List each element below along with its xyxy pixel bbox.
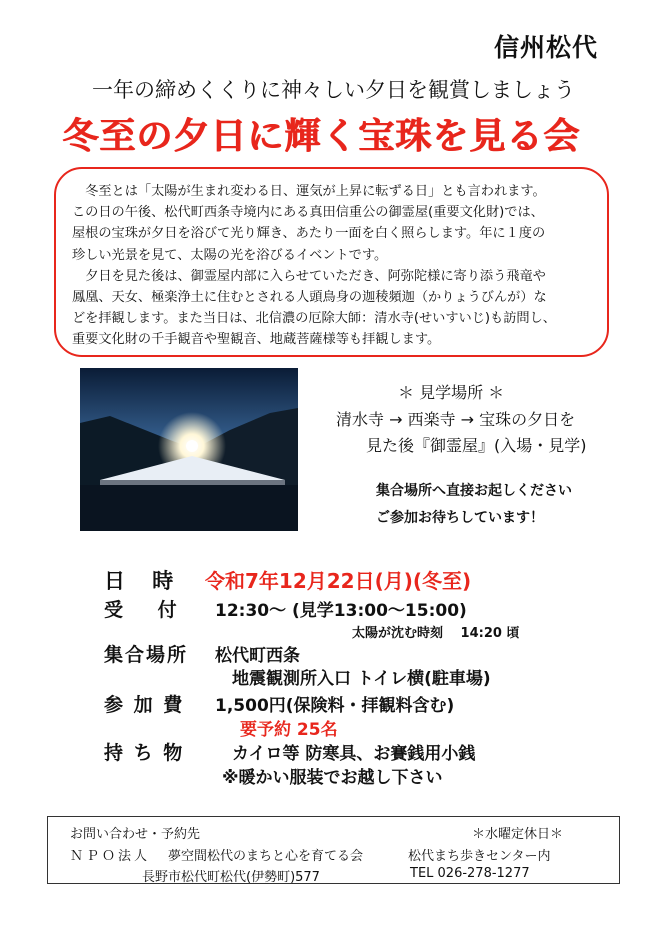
date-label: 日 時	[104, 569, 184, 593]
subtitle: 一年の締めくくりに神々しい夕日を観賞しましょう	[92, 78, 575, 102]
phone-number: TEL 026-278-1277	[410, 866, 530, 881]
org-name: 夢空間松代のまちと心を育てる会	[168, 849, 364, 864]
reservation-note: 要予約 25名	[240, 720, 338, 740]
intro-box	[54, 167, 609, 357]
venue-route-line: 清水寺 → 西楽寺 → 宝珠の夕日を	[336, 410, 576, 429]
inquiry-label: お問い合わせ・予約先	[70, 827, 201, 842]
intro-line: 重要文化財の千手観音や聖観音、地蔵菩薩様等も拝観します。	[72, 332, 441, 348]
intro-line: どを拝観します。また当日は、北信濃の厄除大師：清水寺(せいすいじ)も訪問し、	[72, 311, 556, 327]
reception-label: 受 付	[104, 599, 191, 621]
fee-value: 1,500円(保険料・拝観料含む)	[215, 696, 455, 716]
date-value: 令和7年12月22日(月)(冬至)	[205, 569, 472, 593]
intro-line: 冬至とは「太陽が生まれ変わる日、運気が上昇に転ずる日」とも言われます。	[85, 184, 546, 199]
intro-line: 鳳凰、天女、極楽浄土に住むとされる人頭鳥身の迦稜頻迦（かりょうびんが）な	[72, 290, 547, 306]
welcome-message: ご参加お待ちしています！	[376, 510, 544, 526]
belongings-value: カイロ等 防寒具、お賽銭用小銭	[232, 744, 476, 764]
meeting-message: 集合場所へ直接お起しください	[376, 483, 572, 499]
center-name: 松代まち歩きセンター内	[408, 849, 551, 864]
intro-line: この日の午後、松代町西条寺境内にある真田信重公の御霊屋(重要文化財)では、	[72, 205, 544, 221]
org-type: ＮＰＯ法人	[70, 849, 151, 864]
clothing-note: ※暖かい服装でお越し下さい	[222, 768, 443, 788]
sunset-time-note: 太陽が沈む時刻 14:20 頃	[352, 626, 520, 641]
belongings-label: 持 ち 物	[104, 742, 185, 764]
sunset-photo	[80, 368, 298, 531]
intro-line: 屋根の宝珠が夕日を浴びて光り輝き、あたり一面を白く照らします。年に１度の	[72, 226, 546, 242]
intro-line: 夕日を見た後は、御霊屋内部に入らせていただき、阿弥陀様に寄り添う飛竜や	[85, 268, 546, 284]
closed-day: ＊水曜定休日＊	[472, 827, 564, 842]
brand-name: 信州松代	[494, 33, 599, 62]
page-title: 冬至の夕日に輝く宝珠を見る会	[62, 116, 581, 157]
meeting-place-label: 集合場所	[104, 644, 189, 666]
intro-line: 珍しい光景を見て、太陽の光を浴びるイベントです。	[72, 247, 388, 263]
address: 長野市松代町松代(伊勢町)577	[142, 870, 320, 885]
venue-route-line: 見た後『御霊屋』(入場・見学)	[366, 436, 587, 455]
venue-heading: ＊ 見学場所 ＊	[398, 383, 505, 402]
fee-label: 参 加 費	[104, 694, 185, 716]
meeting-place-detail: 地震観測所入口 トイレ横(駐車場)	[232, 669, 491, 689]
meeting-place-value: 松代町西条	[215, 646, 300, 666]
reception-value: 12:30～ (見学13:00～15:00)	[215, 601, 467, 621]
